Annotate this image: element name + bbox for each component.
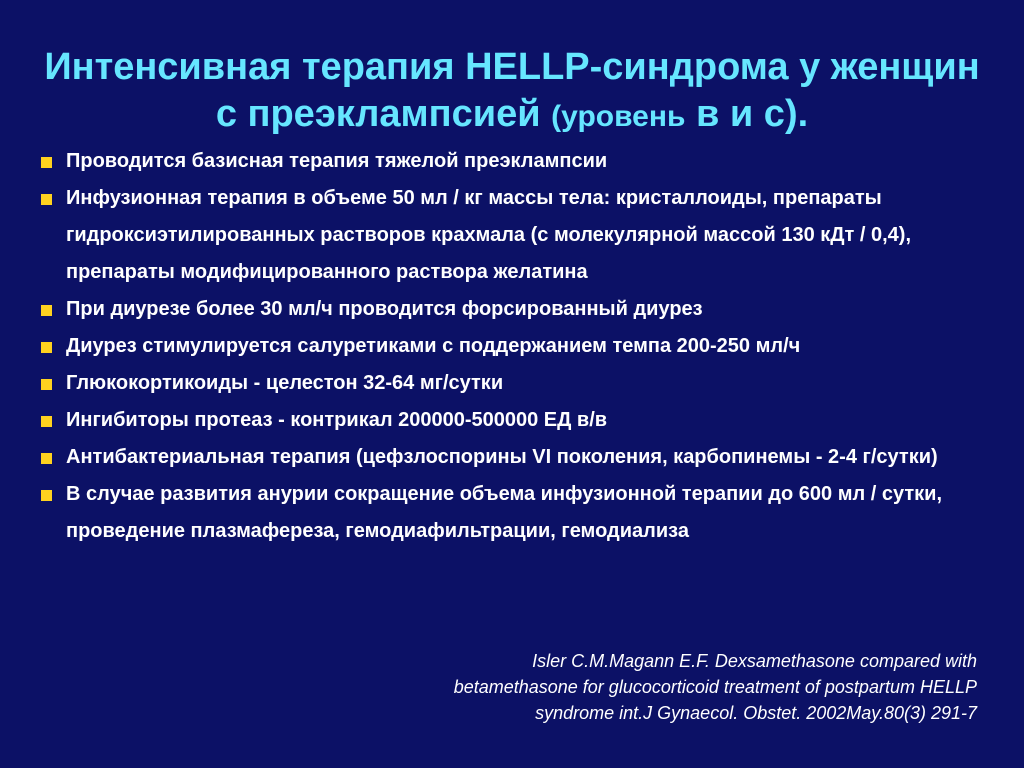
title-line-1: Интенсивная терапия HELLP-синдрома у женщин [44, 46, 980, 88]
bullet-text: Ингибиторы протеаз - контрикал 200000-500000 ЕД в/в [66, 409, 608, 431]
square-bullet-icon [41, 157, 52, 168]
bullet-list [40, 143, 1015, 550]
bullet-text: Диурез стимулируется салуретиками с поддержанием темпа 200-250 мл/ч [66, 335, 801, 357]
square-bullet-icon [41, 305, 52, 316]
bullet-item [40, 365, 1015, 402]
bullet-text: В случае развития анурии сокращение объема инфузионной терапии до 600 мл / сутки, проведение плазмафереза, гемодиафильтрации, гемодиализа [66, 483, 943, 542]
bullet-item [40, 328, 1015, 365]
bullet-text: Глюкокортикоиды - целестон 32-64 мг/сутки [66, 372, 504, 394]
bullet-text: Антибактериальная терапия (цефзлоспорины VI поколения, карбопинемы - 2-4 г/сутки) [66, 446, 938, 468]
title-line-2-main: с преэклампсией [215, 93, 541, 135]
bullet-item [40, 402, 1015, 439]
title-level-label: (уровень [551, 100, 686, 133]
citation [257, 648, 977, 726]
square-bullet-icon [41, 342, 52, 353]
bullet-item [40, 143, 1015, 180]
citation-line-3: syndrome int.J Gynaecol. Obstet. 2002May.80(3) 291-7 [535, 703, 977, 723]
square-bullet-icon [41, 379, 52, 390]
bullet-text: При диурезе более 30 мл/ч проводится форсированный диурез [66, 298, 703, 320]
title-line-2 [0, 91, 1024, 140]
square-bullet-icon [41, 490, 52, 501]
bullet-item [40, 180, 1015, 291]
citation-line-2: betamethasone for glucocorticoid treatment of postpartum HELLP [453, 677, 977, 697]
slide-title [0, 44, 1024, 140]
title-level-value: в и с). [695, 93, 809, 135]
bullet-item [40, 439, 1015, 476]
bullet-item [40, 291, 1015, 328]
square-bullet-icon [41, 453, 52, 464]
bullet-item [40, 476, 1015, 550]
bullet-text: Проводится базисная терапия тяжелой преэклампсии [66, 150, 608, 172]
square-bullet-icon [41, 416, 52, 427]
citation-line-1: Isler C.M.Magann E.F. Dexsamethasone compared with [532, 651, 977, 671]
bullet-text: Инфузионная терапия в объеме 50 мл / кг массы тела: кристаллоиды, препараты гидроксиэтилированных растворов крахмала (с молекулярной массой 130 кДт / 0,4), препараты модифицированного раствора желатина [66, 187, 911, 283]
square-bullet-icon [41, 194, 52, 205]
